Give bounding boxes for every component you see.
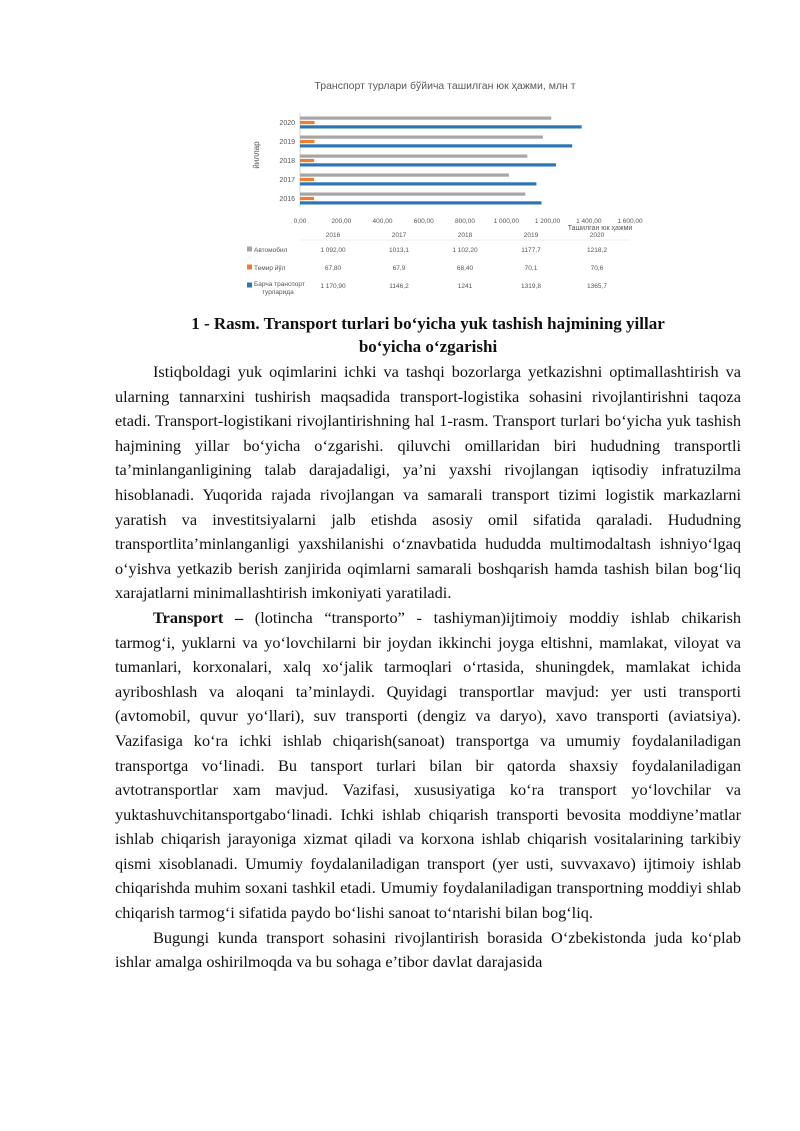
data-table — [247, 232, 630, 296]
cargo-volume-chart — [245, 75, 645, 305]
bar-2016-series-2 — [300, 201, 542, 204]
legend-swatch-2 — [247, 283, 252, 288]
table-head-2016: 2016 — [325, 232, 341, 239]
bar-2019-series-1 — [300, 140, 314, 143]
bar-2016-series-0 — [300, 193, 525, 196]
bar-2017-series-0 — [300, 174, 509, 177]
y-tick-labels — [279, 120, 295, 203]
table-cell-0-3: 1177,7 — [521, 247, 541, 254]
table-cell-0-1: 1013,1 — [389, 247, 409, 254]
x-tick-8: 1 600,00 — [617, 218, 643, 225]
table-cell-2-0: 1 170,90 — [320, 283, 346, 290]
y-tick-2019: 2019 — [279, 139, 295, 146]
y-tick-2020: 2020 — [279, 120, 295, 127]
table-head-2017: 2017 — [391, 232, 407, 239]
bar-2020-series-0 — [300, 117, 551, 120]
table-cell-1-3: 70,1 — [524, 265, 538, 272]
bar-2020-series-2 — [300, 125, 582, 128]
paragraph-2 — [115, 606, 741, 926]
table-cell-2-2: 1241 — [457, 283, 473, 290]
bar-2020-series-1 — [300, 121, 315, 124]
bar-group — [300, 117, 582, 205]
table-head-2020: 2020 — [589, 232, 605, 239]
legend-label-2-a: Барча транспорт — [254, 281, 305, 288]
x-tick-5: 1 000,00 — [493, 218, 519, 225]
paragraph-3-text: Bugungi kunda transport sohasini rivojlantirish borasida O‘zbekistonda juda ko‘plab ishlar amalga oshirilmoqda va bu sohaga e’tibor davlat darajasida — [115, 927, 741, 972]
y-tick-2016: 2016 — [279, 196, 295, 203]
chart-title: Транспорт турлари бўйича ташилган юк ҳажми, млн т — [314, 80, 576, 92]
bar-2017-series-1 — [300, 178, 314, 181]
x-tick-6: 1 200,00 — [534, 218, 561, 225]
figure-caption — [115, 312, 741, 358]
table-cell-0-4: 1218,2 — [587, 247, 607, 254]
bar-2018-series-0 — [300, 155, 527, 158]
legend-label-2-b: турларида — [262, 289, 294, 296]
table-head-2018: 2018 — [457, 232, 473, 239]
table-cell-2-1: 1146,2 — [389, 283, 409, 290]
bar-2017-series-2 — [300, 182, 536, 185]
legend-label-0: Автомобил — [254, 247, 288, 254]
table-cell-1-4: 70,6 — [590, 265, 604, 272]
y-tick-2018: 2018 — [279, 158, 295, 165]
legend-swatch-0 — [247, 247, 252, 252]
x-tick-2: 400,00 — [372, 218, 393, 225]
caption-line-1: 1 - Rasm. Transport turlari bo‘yicha yuk tashish hajmining yillar — [191, 314, 665, 333]
table-cell-1-2: 68,40 — [456, 265, 474, 272]
table-cell-2-4: 1365,7 — [587, 283, 607, 290]
x-tick-1: 200,00 — [331, 218, 352, 225]
paragraph-1-text: Istiqboldagi yuk oqimlarini ichki va tashqi bozorlarga yetkazishni optimallashtirish va ularning tannarxini tushirish maqsadida transport-logistika sohasini rivojlantirishni taqoza etadi. Transport-logistikani rivojlantirishning hal 1-rasm. Transport turlari bo‘yicha yuk tashish hajmining yillar bo‘yicha o‘zgarishi. qiluvchi omillaridan biri hududning transportli ta’minlanganligining talab darajadaligi, ya’ni yaxshi rivojlangan iqtisodiy infratuzilma hisoblanadi. Yuqorida rajada rivojlangan va samarali transport tizimi logistik markazlarni yaratish va investitsiyalarni jalb etishda asosiy omil sifatida qaraladi. Hududning transportlita’minlanganligi yaxshilanishi o‘znavbatida hududda multimodaltash ishniyo‘lgaq o‘yishva yetkazib berish zanjirida oqimlarni samarali boshqarish hamda tashish bilan bog‘liq xarajatlarni minimallashtirish imkoniyati yaratiladi. — [115, 362, 741, 603]
table-cell-1-0: 67,80 — [324, 265, 342, 272]
y-axis-label: йиллар — [252, 141, 261, 169]
x-tick-labels — [294, 218, 643, 225]
paragraph-2-text: (lotincha “transporto” - tashiyman)ijtimoiy moddiy ishlab chikarish tarmog‘i, yuklarni va yo‘lovchilarni bir joydan ikkinchi joyga eltishni, mamlakat, viloyat va tumanlari, korxonalari, xalq xo‘jalik tarmoqlari o‘rtasida, shuningdek, mamlakat ichida ayriboshlash va aloqani ta’minlaydi. Quyidagi transportlar mavjud: yer usti transporti (avtomobil, quvur yo‘llari), suv transporti (dengiz va daryo), xavo transporti (aviatsiya). Vazifasiga ko‘ra ichki ishlab chiqarish(sanoat) transportga va umumiy foydalaniladigan transportga vo‘linadi. Bu tansport turlari bilan bir qatorda shaxsiy foydalaniladigan avtotransportlar xam mavjud. Vazifasi, xususiyatiga ko‘ra transport yo‘lovchilar va yuktashuvchitansportgabo‘linadi. Ichki ishlab chiqarish transporti bevosita moddiyne’matlar ishlab chiqarish jarayoniga xizmat qiladi va korxona ishlab chiqarish vositalarining tarkibiy qismi xisoblanadi. Umumiy foydalaniladigan transport (yer usti, suvvaxavo) ijtimoiy ishlab chiqarishda muhim soxani tashkil etadi. Umumiy foydalaniladigan transportning moddiyi shlab chiqarish tarmog‘i sifatida paydo bo‘lishi sanoat to‘ntarishi bilan bog‘liq. — [115, 607, 742, 923]
table-cell-0-0: 1 092,00 — [320, 247, 346, 254]
table-cell-0-2: 1 102,20 — [452, 247, 478, 254]
x-tick-4: 800,00 — [455, 218, 475, 225]
body-text — [115, 360, 741, 975]
legend-swatch-1 — [247, 265, 252, 270]
x-axis-label: Ташилган юк ҳажми — [567, 225, 633, 232]
paragraph-1 — [115, 360, 741, 606]
bar-2018-series-2 — [300, 163, 556, 166]
paragraph-3 — [115, 926, 741, 975]
legend-label-1: Темир йўл — [254, 265, 286, 272]
table-head-2019: 2019 — [523, 232, 539, 239]
caption-line-2: bo‘yicha o‘zgarishi — [358, 337, 498, 356]
bar-2018-series-1 — [300, 159, 314, 162]
bar-2019-series-2 — [300, 144, 572, 147]
bar-2019-series-0 — [300, 136, 543, 139]
x-tick-3: 600,00 — [413, 218, 434, 225]
table-cell-1-1: 67,9 — [392, 265, 406, 272]
table-cell-2-3: 1319,8 — [521, 283, 541, 290]
x-tick-0: 0,00 — [293, 218, 307, 225]
y-tick-2017: 2017 — [279, 177, 295, 184]
paragraph-2-lead: Transport – — [153, 607, 244, 627]
x-tick-7: 1 400,00 — [576, 218, 602, 225]
bar-2016-series-1 — [300, 197, 314, 200]
